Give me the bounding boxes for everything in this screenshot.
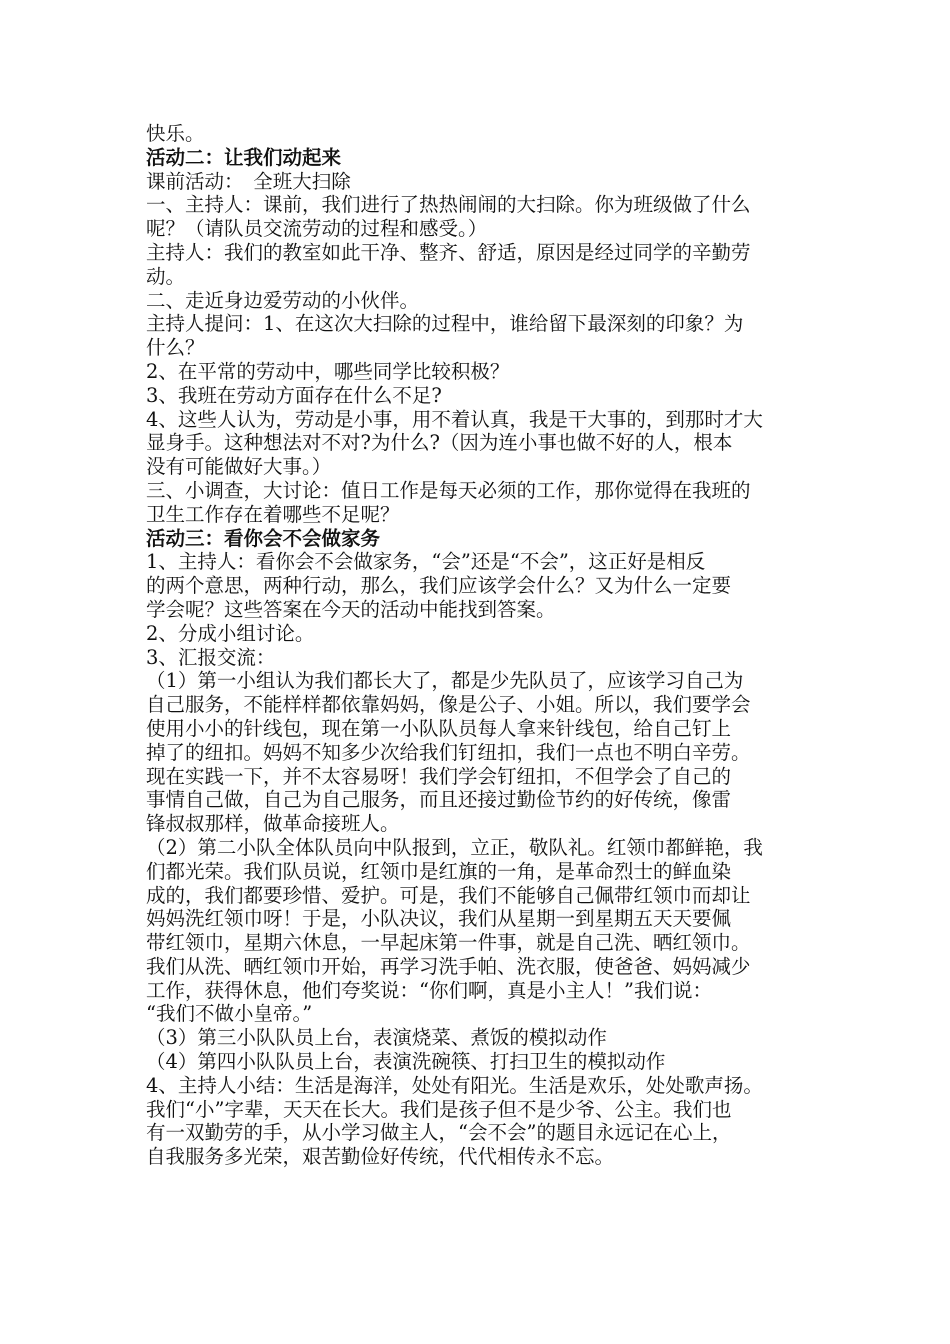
text-line: 带红领巾，星期六休息，一早起床第一件事，就是自己洗、晒红领巾。 [146,931,751,955]
text-line: 工作，获得休息，他们夸奖说：“你们啊，真是小主人！”我们说： [146,978,712,1002]
text-line: 有一双勤劳的手，从小学习做主人，“会不会”的题目永远记在心上， [146,1121,732,1145]
text-line: 们都光荣。我们队员说，红领巾是红旗的一角，是革命烈士的鲜血染 [146,859,732,883]
text-line: 课前活动： 全班大扫除 [146,169,351,193]
text-line: 现在实践一下，并不太容易呀！我们学会钉纽扣，不但学会了自己的 [146,764,732,788]
text-line: 4、主持人小结：生活是海洋，处处有阳光。生活是欢乐，处处歌声扬。 [146,1073,763,1097]
text-line: 学会呢？这些答案在今天的活动中能找到答案。 [146,597,556,621]
text-line: 2、在平常的劳动中，哪些同学比较积极？ [146,359,510,383]
text-line: 三、小调查，大讨论：值日工作是每天必须的工作，那你觉得在我班的 [146,478,751,502]
text-line: 锋叔叔那样，做革命接班人。 [146,812,400,836]
text-line: 妈妈洗红领巾呀！于是，小队决议，我们从星期一到星期五天天要佩 [146,907,732,931]
text-line: 4、这些人认为，劳动是小事，用不着认真，我是干大事的，到那时才大 [146,407,763,431]
text-line: 的两个意思，两种行动，那么，我们应该学会什么？又为什么一定要 [146,574,732,598]
text-line: 主持人：我们的教室如此干净、整齐、舒适，原因是经过同学的辛勤劳 [146,240,751,264]
text-line: （3）第三小队队员上台，表演烧菜、煮饭的模拟动作 [146,1026,607,1050]
text-line: 卫生工作存在着哪些不足呢？ [146,502,400,526]
text-line: “我们不做小皇帝。” [146,1002,313,1026]
text-line: 3、我班在劳动方面存在什么不足? [146,383,442,407]
text-line: 二、走近身边爱劳动的小伙伴。 [146,288,420,312]
text-line: 一、主持人：课前，我们进行了热热闹闹的大扫除。你为班级做了什么 [146,193,751,217]
text-line: 我们从洗、晒红领巾开始，再学习洗手帕、洗衣服，使爸爸、妈妈减少 [146,954,751,978]
text-line: 什么？ [146,336,205,360]
text-line: 显身手。这种想法对不对?为什么?（因为连小事也做不好的人，根本 [146,431,733,455]
text-line: 我们“小”字辈，天天在长大。我们是孩子但不是少爷、公主。我们也 [146,1097,732,1121]
text-line: 主持人提问：1、在这次大扫除的过程中，谁给留下最深刻的印象？为 [146,312,744,336]
text-line: 没有可能做好大事。） [146,455,332,479]
text-line: 自己服务，不能样样都依靠妈妈，像是公子、小姐。所以，我们要学会 [146,693,751,717]
text-line: 3、汇报交流： [146,645,276,669]
text-line: （1）第一小组认为我们都长大了，都是少先队员了，应该学习自己为 [146,669,744,693]
text-line: 快乐。 [146,122,205,145]
text-line: 掉了的纽扣。妈妈不知多少次给我们钉纽扣，我们一点也不明白辛劳。 [146,740,751,764]
text-line: 自我服务多光荣，艰苦勤俭好传统，代代相传永不忘。 [146,1145,615,1169]
text-line: 1、主持人：看你会不会做家务，“会”还是“不会”，这正好是相反 [146,550,706,574]
text-line: （4）第四小队队员上台，表演洗碗筷、打扫卫生的模拟动作 [146,1050,666,1074]
section-heading: 活动三：看你会不会做家务 [146,526,381,550]
text-line: 使用小小的针线包，现在第一小队队员每人拿来针线包，给自己钉上 [146,716,732,740]
document-body [146,122,816,1169]
text-line: 呢？（请队员交流劳动的过程和感受。） [146,217,488,241]
text-line: 动。 [146,264,186,288]
text-line: 成的，我们都要珍惜、爱护。可是，我们不能够自己佩带红领巾而却让 [146,883,751,907]
text-line: 2、分成小组讨论。 [146,621,315,645]
text-line: 事情自己做，自己为自己服务，而且还接过勤俭节约的好传统，像雷 [146,788,732,812]
text-line: （2）第二小队全体队员向中队报到，立正，敬队礼。红领巾都鲜艳，我 [146,835,763,859]
section-heading: 活动二：让我们动起来 [146,145,342,169]
